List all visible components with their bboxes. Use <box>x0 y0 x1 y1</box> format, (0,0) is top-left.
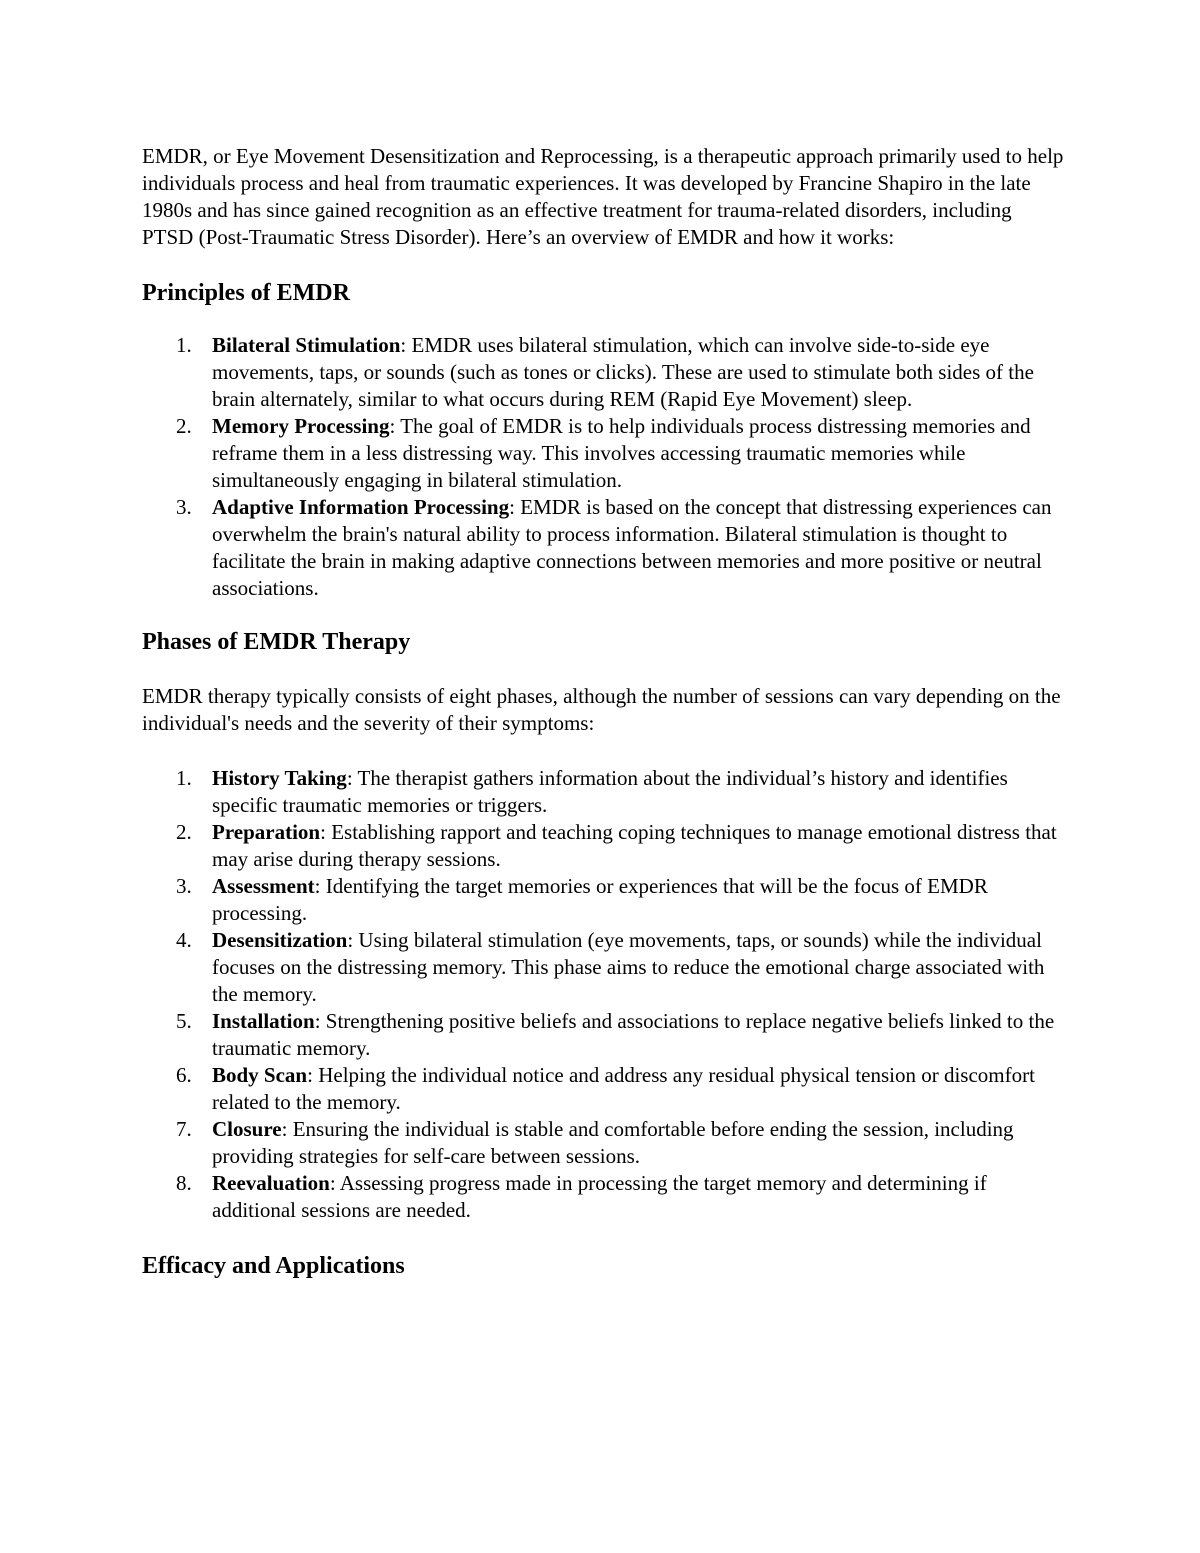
list-item <box>142 873 1067 927</box>
list-text: : The goal of EMDR is to help individuals process distressing memories and reframe them in a less distressing way. This involves accessing traumatic memories while simultaneously engaging in bilateral stimulation. <box>212 414 1031 492</box>
list-term: Closure <box>212 1117 282 1141</box>
intro-paragraph: EMDR, or Eye Movement Desensitization and Reprocessing, is a therapeutic approach primarily used to help individuals process and heal from traumatic experiences. It was developed by Francine Shapiro in the late 1980s and has since gained recognition as an effective treatment for trauma-related disorders, including PTSD (Post-Traumatic Stress Disorder). Here’s an overview of EMDR and how it works: <box>142 144 1064 249</box>
list-number: 2. <box>176 414 192 438</box>
list-number: 1. <box>176 766 192 790</box>
list-number: 7. <box>176 1117 192 1141</box>
list-item <box>142 819 1067 873</box>
list-term: Assessment <box>212 874 315 898</box>
list-number: 1. <box>176 333 192 357</box>
list-term: Preparation <box>212 820 321 844</box>
list-number: 5. <box>176 1009 192 1033</box>
phases-intro-paragraph: EMDR therapy typically consists of eight phases, although the number of sessions can vary depending on the individual's needs and the severity of their symptoms: <box>142 684 1061 735</box>
list-number: 8. <box>176 1171 192 1195</box>
list-text: : Identifying the target memories or experiences that will be the focus of EMDR processing. <box>212 874 988 925</box>
section-heading-efficacy: Efficacy and Applications <box>142 1253 405 1279</box>
list-text: : Ensuring the individual is stable and comfortable before ending the session, including providing strategies for self-care between sessions. <box>212 1117 1014 1168</box>
list-item <box>142 765 1067 819</box>
list-text: : EMDR uses bilateral stimulation, which can involve side-to-side eye movements, taps, or sounds (such as tones or clicks). These are used to stimulate both sides of the brain alternately, similar to what occurs during REM (Rapid Eye Movement) sleep. <box>212 333 1034 411</box>
list-term: Installation <box>212 1009 315 1033</box>
list-item <box>142 413 1067 494</box>
list-item <box>142 332 1067 413</box>
section-heading-principles: Principles of EMDR <box>142 280 350 306</box>
list-text: : Establishing rapport and teaching coping techniques to manage emotional distress that may arise during therapy sessions. <box>212 820 1057 871</box>
list-term: Adaptive Information Processing <box>212 495 510 519</box>
list-number: 2. <box>176 820 192 844</box>
list-item <box>142 494 1067 602</box>
list-item <box>142 1062 1067 1116</box>
list-item <box>142 1170 1067 1224</box>
list-text: : Using bilateral stimulation (eye movements, taps, or sounds) while the individual focuses on the distressing memory. This phase aims to reduce the emotional charge associated with the memory. <box>212 928 1045 1006</box>
list-text: : Assessing progress made in processing the target memory and determining if additional sessions are needed. <box>212 1171 987 1222</box>
list-term: Memory Processing <box>212 414 390 438</box>
list-item <box>142 1008 1067 1062</box>
phases-list <box>142 765 1067 1224</box>
list-text: : The therapist gathers information about the individual’s history and identifies specific traumatic memories or triggers. <box>212 766 1008 817</box>
list-number: 3. <box>176 874 192 898</box>
list-text: : Helping the individual notice and address any residual physical tension or discomfort related to the memory. <box>212 1063 1035 1114</box>
list-number: 3. <box>176 495 192 519</box>
section-heading-phases: Phases of EMDR Therapy <box>142 629 411 655</box>
list-text: : Strengthening positive beliefs and associations to replace negative beliefs linked to the traumatic memory. <box>212 1009 1055 1060</box>
document-page <box>142 143 1067 1281</box>
list-number: 4. <box>176 928 192 952</box>
list-item <box>142 1116 1067 1170</box>
list-term: Body Scan <box>212 1063 308 1087</box>
list-term: Reevaluation <box>212 1171 330 1195</box>
list-term: Bilateral Stimulation <box>212 333 401 357</box>
list-term: Desensitization <box>212 928 348 952</box>
list-item <box>142 927 1067 1008</box>
list-term: History Taking <box>212 766 347 790</box>
principles-list <box>142 332 1067 602</box>
list-text: : EMDR is based on the concept that distressing experiences can overwhelm the brain's natural ability to process information. Bilateral stimulation is thought to facilitate the brain in making adaptive connections between memories and more positive or neutral associations. <box>212 495 1052 600</box>
list-number: 6. <box>176 1063 192 1087</box>
